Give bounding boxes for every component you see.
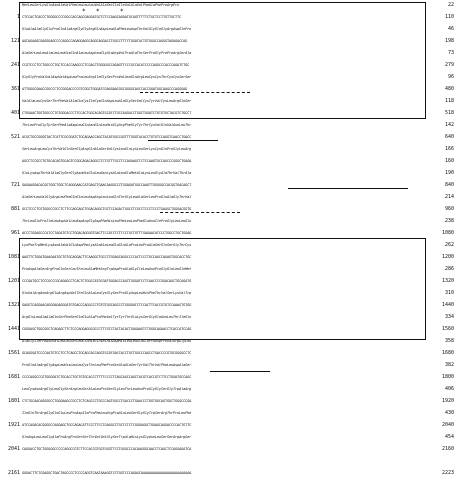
row-right-number: 96 [447, 74, 454, 80]
row-right-number: 238 [444, 218, 454, 224]
row-right-number: 214 [444, 194, 454, 200]
row-left-number: 1441 [7, 326, 20, 332]
row-right-number: 334 [444, 314, 454, 320]
row-right-number: 22 [447, 2, 454, 8]
row-left-number: 2041 [7, 446, 20, 452]
nucleotide-line: CAGGACCTGCTGGGGGCCCCCAGGCCGTCTTCCACCGTGGTGGGTTCCTGGGCCCACAAGGGCAACCTCAGCTCCAGGAGATCA [22, 447, 192, 451]
row-left-number: 1321 [7, 302, 20, 308]
row-left-number: 1681 [7, 374, 20, 380]
row-right-number: 190 [444, 170, 454, 176]
nucleotide-line: GCAGGGATCCCCAATGTCCTCCTCAGCCTGCAGCACCAGGTGCATGACCACCTGCTGGCCCAGCCTGACCCCGTGCGGGGCCTC [22, 351, 192, 355]
row-left-number: 2161 [7, 470, 20, 476]
row-right-number: 518 [444, 110, 454, 116]
row-right-number: 160 [444, 158, 454, 164]
amino-acid-line: SerLeuArgLeuCysThrValGlnSerGlyArgGlnAlaSerValCysLeuGlnLysLeuSerLysCysGlnProGlyLeuArg [22, 147, 192, 151]
row-right-number: 640 [444, 134, 454, 140]
row-right-number: 166 [444, 146, 454, 152]
row-right-number: 430 [444, 410, 454, 416]
row-right-number: 286 [444, 266, 454, 272]
row-left-number: 1801 [7, 398, 20, 404]
row-right-number: 2040 [441, 422, 454, 428]
amino-acid-line: IleGlnThrArgGlyGlnGluLeuProAspIleProPheLeuArgProAlaLeuSerGlyGlyTrpSerArgThrProLeuPhe [22, 411, 192, 415]
nucleotide-line: GCCTCCCTCGTGGGCCGCCTCTTCCAGCAGCTGGACAGGCTGCTCCAGACTGGCCTCGCCTCCCTCCCTGAGGCTGGGACGGTG [22, 207, 192, 211]
nucleotide-line: CTCTGCAACAGGGGCCTGGGAAGCCGCCTCTCAGCCCTGCCCAGTGGCCTGACCCTGAACCCTGGTGGCAGTGGCTGGGCCCGA [22, 399, 192, 403]
underline-2 [288, 188, 408, 189]
row-right-number: 1920 [441, 398, 454, 404]
row-right-number: 454 [444, 434, 454, 440]
amino-acid-line: GlyGlyProValValAspValAspLeuProLeuArgIleGlySerProValAsnGlnArgLeuCysCysThrCysCysSerSer [22, 75, 192, 79]
amino-acid-line: ThrLeuGluProIleLeuAspValLeuAspArgGlyAspPheHisLeuPheLeuLeuPheGluAsnIleProGlyLeuLeuGlu [22, 219, 192, 223]
row-right-number: 480 [444, 86, 454, 92]
nucleotide-line: CGGGAGCTGGCGGCTCAGAGCTTCTCCCAGGAGGCGCCCTTTGTCTACTACACTGAGAAGTCTGGGCAGAACCTCACCATCCAG [22, 327, 192, 331]
amino-acid-line: ProAspAlaSerArgProGlnSerLeuThrLeuAlaMetArgTrpAspProAlaGlyIleLeuAsnProGlyGlnLeuGlnMet [22, 267, 192, 271]
amino-acid-line: LeuCysAsnArgGlyLeuGlySerArgLeuSerAlaLeuProSerGlyLeuThrLeuAsnProGlyGlySerGlyTrpAlaArg [22, 387, 192, 391]
row-left-number: 401 [10, 110, 20, 116]
asterisk-mark-3: * [120, 8, 124, 15]
amino-acid-line: ThrLeuProGlyTyrSerPheAlaAspLeuGlnAsnGlnLeuHisGlyArgPheGlyTyrThrCysValGlnValAsnLeuThr [22, 123, 192, 127]
amino-acid-line: GluAlaAlaGlyGluProGlnAlaArgGlyGlyArgGlnAspLeuAlaPheLeuAspThrValGlyGlnGlyArgAspGlnPro [22, 27, 192, 31]
nucleotide-line: AAGTTCTGGATGAAGAATGCTGTGCAGGACTTCAAGGCTGCCCTGGAGCAGGCCCCACTCCCTGCCAGCCAGAGTGGCACCTGC [22, 255, 192, 259]
nucleotide-line: AGCAGAAGCGAGGGAGCCCCAGGCCAGAGGAGGCAGGCAGGACCTGGCCTTTCTGGATACTGTGGGCCAGGGTAGAGACCAG [22, 39, 188, 43]
row-right-number: 840 [444, 182, 454, 188]
row-right-number: 1320 [441, 278, 454, 284]
dashed-underline-1 [140, 92, 250, 93]
nucleotide-line: ACGCTGCCGGGGTACTCATTCGCGGATCTGCAGAACCAGCTACATGGCCGGTTTGGGTACACCTGTGTCCAGGTCAACCTGACC [22, 135, 192, 139]
row-right-number: 262 [444, 242, 454, 248]
row-right-number: 358 [444, 338, 454, 344]
amino-acid-line: GluValArgAsnArgGluArgAspValThrGlnAlaLeuCysGlySerProGlyAspLeuHisPheThrValSerLysValTrp [22, 291, 192, 295]
row-left-number: 1921 [7, 422, 20, 428]
nucleotide-line: GAGGTCAGGAACAGGGAGAGGGATGTGACCCAGGCCCTGTGTGGCAGCCCTGGGGATCTCCACTTCACCGTGTCCAAAGTGTGG [22, 303, 192, 307]
row-right-number: 1560 [441, 326, 454, 332]
asterisk-mark-1: * [82, 8, 86, 15]
row-right-number: 310 [444, 290, 454, 296]
underline-1 [148, 140, 218, 141]
nucleotide-line: CCCGATGCCTCCCGCCCGCAGAGCCTCACTCTGGCCATGCGATGGGACCCAGCTGGGATCCTCAACCCCGGACAGCTGCAGATG [22, 279, 192, 283]
row-right-number: 198 [444, 38, 454, 44]
row-right-number: 1800 [441, 374, 454, 380]
row-right-number: 110 [444, 14, 454, 20]
row-right-number: 1680 [441, 350, 454, 356]
row-right-number: 2160 [441, 446, 454, 452]
row-left-number: 1201 [7, 278, 20, 284]
amino-acid-line [22, 458, 422, 465]
row-right-number: 46 [447, 26, 454, 32]
row-right-number: 279 [444, 62, 454, 68]
row-left-number: 361 [10, 86, 20, 92]
row-right-number: 406 [444, 386, 454, 392]
row-left-number: 1561 [7, 350, 20, 356]
row-left-number: 521 [10, 134, 20, 140]
nucleotide-line: CTCCACTCACCCTGGGGCCCCGGCCACCAGCGAGGATGCTCTCCAAGCAGAATGCAGTTTTTCTGCTCCTTGTTGCTTC [22, 15, 182, 19]
amino-acid-line: ProGlnAlaArgGlyAspLeuHisLeuLeuCysThrLeuPheProSerAlaAlaSerTyrValThrValPheLeuAspAlaSer [22, 363, 192, 367]
row-left-number: 241 [10, 62, 20, 68]
row-right-number: 142 [444, 122, 454, 128]
row-right-number: 1080 [441, 230, 454, 236]
amino-acid-line: LysPheTrpMetLysAsnAlaValGlnAspPheLysAlaAlaLeuGluGlnAlaProLeuProAlaSerGlnSerGlyThrCys [22, 243, 192, 247]
boxed-region-top [19, 2, 426, 119]
nucleotide-line: CTGGAACTGGTGGCCCTGTGGGACCCTTCCACTGGCACAGTGCATCTGCCAGGACCTGGCTGGATCTGTGTGCTACGTCTGCCT [22, 111, 192, 115]
row-left-number: 121 [10, 38, 20, 44]
row-right-number: 1200 [441, 254, 454, 260]
boxed-region-middle [19, 238, 426, 340]
nucleotide-line: AGCCTCCGCCTGTGCACAGTGCAGTCCGGCAGACAGGCCTCTGTTTGCCTCCAGAAGCTCTCCAAGTGCCAGCCCGGGCTGAGA [22, 159, 192, 163]
nucleotide-line: ATTGGGCGAACCGGCCCTCCGGGACCCCGTCGGCTGGGATCGAGGAACGGCGGGGCAGCCACCGGATGGCAAGCCCAGGGAG [22, 87, 188, 91]
underline-3 [210, 371, 270, 372]
amino-acid-line: GlnAspLeuLeuGlyAlaProArgProSerSerThrValValGlySerTrpAlaHisLysGlyAsnLeuSerSerArgArgSer [22, 435, 192, 439]
nucleotide-line: GGGACTTCTCGAGGCTGACTAGCCCCTCCCCAGGTCAATAAAGGTCCTGGTCCCAGAGCAAAAAAAAAAAAAAAAAAAAAAAAA [22, 471, 192, 475]
asterisk-mark-2: * [96, 8, 100, 15]
row-right-number: 73 [447, 50, 454, 56]
row-left-number: 961 [10, 230, 20, 236]
row-right-number: 118 [444, 98, 454, 104]
row-right-number: 960 [444, 206, 454, 212]
dashed-underline-2 [160, 212, 240, 213]
row-left-number: 1 [16, 14, 20, 20]
amino-acid-line: ValAlaLeuCysSerThrPheValAlaGlnCysIleCysGlnAspLeuAlaGlySerValCysTyrValCysLeuArgGlnSer [22, 99, 192, 103]
row-left-number: 721 [10, 182, 20, 188]
row-left-number: 1081 [7, 254, 20, 260]
nucleotide-line: CCGTCCCTCCTGGCCCTGCTCCACCAAGCCCTCGACCTGGGGGCCAGAGTTCCCGCCACATCCCCAGGCCCACCCAGATCTGC [22, 63, 190, 67]
amino-acid-line: AlaSerLeuValGlyArgLeuPheGlnGlnLeuAspArgLeuLeuGlnThrGlyLeuAlaSerLeuProGluAlaGlyThrVal [22, 195, 192, 199]
nucleotide-line: ACCCTGGAGCCCATCCTAGATGTCCTGGACAGGGGTGACTTCCATCTCTTCCTGCTGTTTGAGAACATCCCTGGCCTGCTGGAG [22, 231, 192, 235]
amino-acid-line: MetLeuSerLysGlnAsnAlaValPheLeuLeuLeuValAlaSerIleIleValAlaValPheAlaPheProArgPro [22, 3, 180, 7]
amino-acid-line: AlaGlyIleProAsnValLeuLeuSerLeuGlnHisGlnValHisAspHisLeuLeuAlaGlnProAspProValArgGlyLeu [22, 339, 192, 343]
nucleotide-line: ATCCAGACACGGGGCCAGGAGCTGCCAGACATTCCCTTCCTGAGGCCTGCTCTCTCGGGAGGCTGGAGCAGGACCCCACTGTTC [22, 423, 192, 427]
amino-acid-line: ArgGluLeuAlaAlaGlnSerPheSerGlnGluAlaProPheValTyrTyrThrGluLysSerGlyGlnAsnLeuThrIleGln [22, 315, 192, 319]
row-left-number: 881 [10, 206, 20, 212]
nucleotide-line: CCCCAGGCCCGTGGGGATCTGCACCTGCTGTGCACCCTTTTCCCCTCAGCAGCCAGCTACGTCACCGTCTTCCTGGATGCCAGC [22, 375, 192, 379]
row-right-number: 2223 [441, 470, 454, 476]
amino-acid-line: AlaSerLeuLeuAlaLeuLeuHisGlnAlaLeuAspLeuGlyAlaArgValProAlaThrSerProGlyProProArgSerAla [22, 51, 192, 55]
row-right-number: 1440 [441, 302, 454, 308]
nucleotide-line: GAGAAGGACACGGTGGCTGGCTCAGGGAACCATGAGCTGAACAAGGCCCTGGAGATGGCCAAGTTGGGGGCCACGGTGACAGCT [22, 183, 192, 187]
amino-acid-line: GluLysAspThrValAlaGlySerGlyAsnHisGluLeuAsnLysAlaLeuGluMetAlaLysLeuGlyAlaThrValThrAla [22, 171, 192, 175]
row-right-number: 382 [444, 362, 454, 368]
